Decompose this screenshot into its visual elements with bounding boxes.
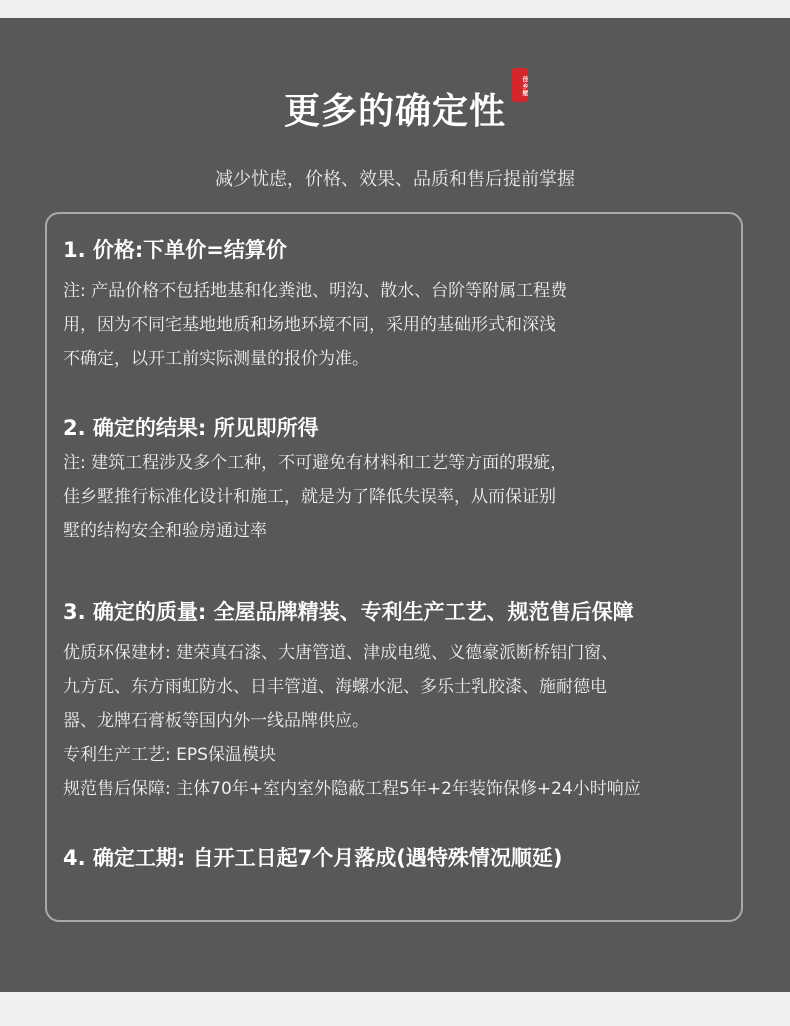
section-body [63,274,733,376]
section-heading: 4. 确定工期: 自开工日起7个月落成(遇特殊情况顺延) [63,846,563,870]
section-heading: 2. 确定的结果: 所见即所得 [63,416,319,440]
body-line: 器、龙牌石膏板等国内外一线品牌供应。 [63,711,369,731]
body-line: 不确定，以开工前实际测量的报价为准。 [63,349,369,369]
page-title-text: 更多的确定性 [283,91,506,132]
section-body [63,446,733,548]
title-area [0,76,790,134]
body-line: 墅的结构安全和验房通过率 [63,521,267,541]
section-body [63,636,733,806]
section-schedule [63,844,733,872]
section-result [63,414,733,548]
page-title [283,76,528,134]
body-line: 佳乡墅推行标准化设计和施工，就是为了降低失误率，从而保证别 [63,487,556,507]
seal-stamp-icon: 佳乡墅 [512,68,528,102]
content-panel [0,18,790,992]
body-line: 优质环保建材: 建荣真石漆、大唐管道、津成电缆、义德豪派断桥铝门窗、 [63,643,619,663]
section-heading: 1. 价格:下单价=结算价 [63,238,287,262]
body-line: 规范售后保障: 主体70年+室内室外隐蔽工程5年+2年装饰保修+24小时响应 [63,779,641,799]
details-card [45,212,743,922]
body-line: 注: 建筑工程涉及多个工种，不可避免有材料和工艺等方面的瑕疵， [63,453,568,473]
section-quality [63,598,733,806]
section-heading: 3. 确定的质量: 全屋品牌精装、专利生产工艺、规范售后保障 [63,600,634,624]
page-subtitle: 减少忧虑，价格、效果、品质和售后提前掌握 [215,169,575,190]
body-line: 用，因为不同宅基地地质和场地环境不同，采用的基础形式和深浅 [63,315,556,335]
section-price [63,236,733,376]
body-line: 九方瓦、东方雨虹防水、日丰管道、海螺水泥、多乐士乳胶漆、施耐德电 [63,677,607,697]
body-line: 注: 产品价格不包括地基和化粪池、明沟、散水、台阶等附属工程费 [63,281,568,301]
body-line: 专利生产工艺: EPS保温模块 [63,745,276,765]
